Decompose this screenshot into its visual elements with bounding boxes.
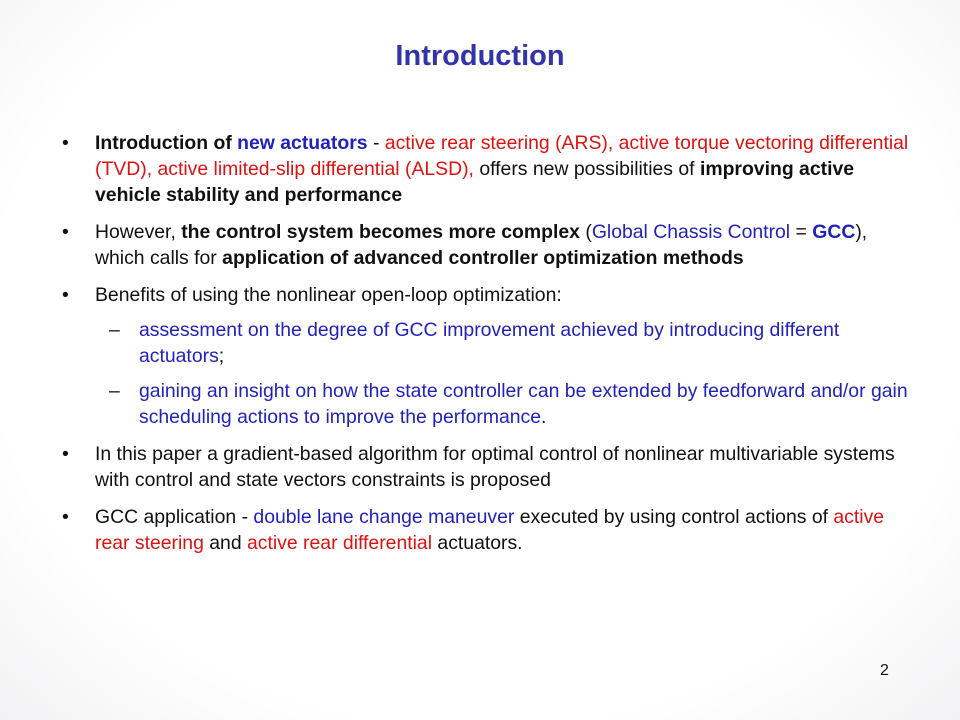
text: (: [579, 221, 592, 243]
text-red: active rear steering (ARS), active torque vectoring differential (TVD), active limited-slip differential (ALSD),: [95, 132, 909, 180]
text-bold: Introduction of: [95, 132, 238, 154]
text-bold-blue: new actuators: [237, 132, 368, 154]
sub-bullet-item: [62, 317, 912, 369]
dash-icon: –: [109, 380, 120, 402]
bullet-item: [62, 441, 912, 493]
text-bold: application of advanced controller optimization methods: [222, 247, 744, 269]
text: Benefits of using the nonlinear open-loop optimization:: [95, 284, 562, 306]
bullet-icon: •: [62, 284, 69, 306]
bullet-item: [62, 130, 912, 208]
text: actuators.: [432, 532, 523, 554]
text-bold: the control system becomes more complex: [181, 221, 580, 243]
text: In this paper a gradient-based algorithm for optimal control of nonlinear multivariable systems with control and state vectors constraints is proposed: [95, 443, 895, 491]
text: ;: [218, 345, 225, 367]
text: executed by using control actions of: [514, 506, 834, 528]
text: offers new possibilities of: [473, 158, 700, 180]
text-bold-blue: GCC: [812, 221, 856, 243]
bullet-icon: •: [62, 221, 69, 243]
text-red: active rear steering: [95, 506, 885, 554]
text-red: active rear differential: [247, 532, 433, 554]
bullet-item: [62, 219, 912, 271]
slide-title: Introduction: [395, 40, 565, 72]
text: and: [203, 532, 247, 554]
bullet-icon: •: [62, 132, 69, 154]
text-bold: improving active vehicle stability and performance: [95, 158, 855, 206]
bullet-icon: •: [62, 443, 69, 465]
page-number: 2: [880, 662, 889, 679]
text-blue: gaining an insight on how the state controller can be extended by feedforward and/or gain scheduling actions to improve the performance: [139, 380, 908, 428]
text-blue: assessment on the degree of GCC improvement achieved by introducing different actuators: [139, 319, 840, 367]
bullet-icon: •: [62, 506, 69, 528]
bullet-list: [62, 130, 912, 567]
bullet-item: [62, 504, 912, 556]
text: ), which calls for: [95, 221, 868, 269]
text: -: [367, 132, 385, 154]
text: =: [790, 221, 813, 243]
text-blue: double lane change maneuver: [253, 506, 515, 528]
text: .: [541, 406, 547, 428]
text: However,: [95, 221, 182, 243]
dash-icon: –: [109, 319, 120, 341]
sub-bullet-item: [62, 378, 912, 430]
text-blue: Global Chassis Control: [591, 221, 791, 243]
bullet-item: [62, 282, 912, 308]
text: GCC application -: [95, 506, 254, 528]
